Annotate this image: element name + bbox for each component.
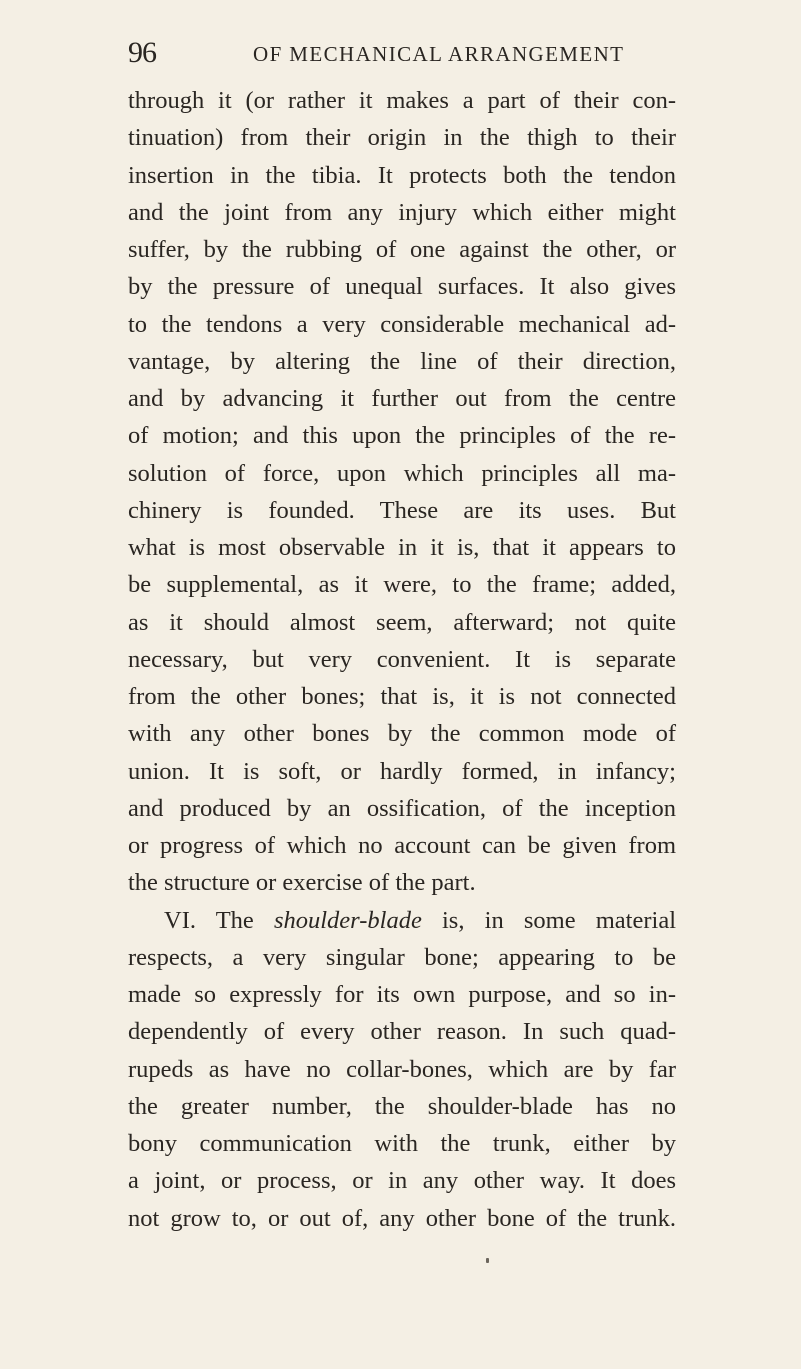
text-line: dependently of every other reason. In such quad-: [128, 1018, 676, 1046]
text-line: necessary, but very convenient. It is separate: [128, 645, 676, 673]
text-line: insertion in the tibia. It protects both the tendon: [128, 161, 676, 189]
running-title: OF MECHANICAL ARRANGEMENT: [253, 42, 625, 66]
text-line: and produced by an ossification, of the inception: [128, 794, 676, 822]
text-line: vantage, by altering the line of their direction,: [128, 347, 676, 375]
section-number-text: VI. The: [164, 906, 274, 934]
text-line: through it (or rather it makes a part of their con-: [128, 87, 676, 114]
text-line: be supplemental, as it were, to the frame; added,: [128, 571, 676, 599]
text-line: as it should almost seem, afterward; not quite: [128, 608, 676, 636]
section-line-rest: is, in some material: [421, 906, 677, 934]
text-line: bony communication with the trunk, either by: [128, 1130, 676, 1157]
text-line: tinuation) from their origin in the thigh to their: [128, 124, 676, 152]
text-line: to the tendons a very considerable mechanical ad-: [128, 310, 676, 338]
text-line: made so expressly for its own purpose, and so in-: [128, 981, 676, 1008]
running-head: [128, 36, 668, 76]
text-line: of motion; and this upon the principles of the re-: [128, 422, 676, 450]
section-heading-line: [128, 902, 676, 939]
text-line: or progress of which no account can be given from: [128, 832, 676, 859]
text-line: by the pressure of unequal surfaces. It also gives: [128, 273, 676, 301]
text-line: with any other bones by the common mode of: [128, 720, 676, 748]
page-number: 96: [128, 36, 156, 69]
text-line: rupeds as have no collar-bones, which are by far: [128, 1055, 676, 1083]
text-line: and the joint from any injury which either might: [128, 198, 676, 226]
text-line: respects, a very singular bone; appearing to be: [128, 943, 676, 971]
body-text: [128, 82, 676, 1237]
text-line: what is most observable in it is, that it appears to: [128, 534, 676, 561]
text-line: chinery is founded. These are its uses. But: [128, 496, 676, 524]
text-line: the greater number, the shoulder-blade has no: [128, 1092, 676, 1120]
text-line: the structure or exercise of the part.: [128, 869, 476, 897]
italic-term: shoulder-blade: [273, 906, 422, 934]
text-line: union. It is soft, or hardly formed, in infancy;: [128, 757, 676, 785]
text-line: not grow to, or out of, any other bone of the trunk.: [128, 1204, 676, 1232]
text-line: solution of force, upon which principles all ma-: [128, 459, 676, 487]
text-line: suffer, by the rubbing of one against the other, or: [128, 236, 676, 263]
ink-speck: [486, 1258, 489, 1263]
text-line: and by advancing it further out from the centre: [128, 385, 676, 412]
text-line: a joint, or process, or in any other way. It does: [128, 1167, 676, 1195]
text-line: from the other bones; that is, it is not connected: [128, 683, 676, 710]
